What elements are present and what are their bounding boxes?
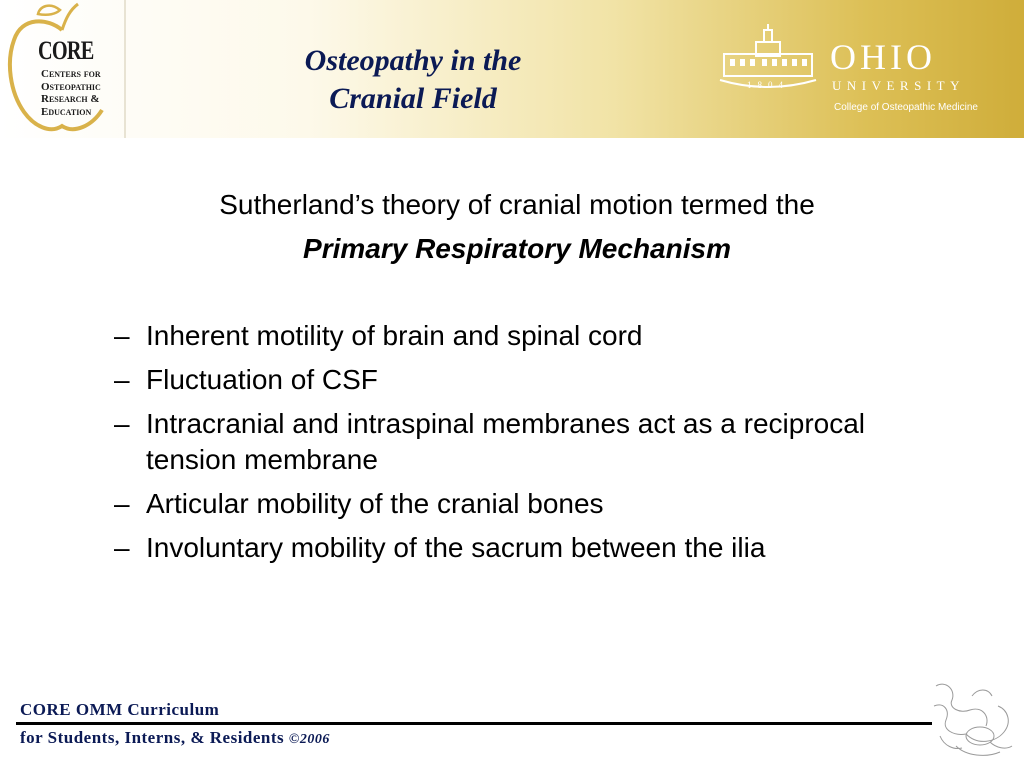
intro-text [40, 183, 994, 271]
ohio-university-label: UNIVERSITY [832, 78, 965, 93]
slide-title [228, 42, 598, 118]
footer-copyright: ©2006 [288, 732, 330, 747]
anatomy-sketch-icon [926, 676, 1018, 764]
footer-audience: for Students, Interns, & Residents ©2006 [20, 728, 330, 747]
intro-line1: Sutherland’s theory of cranial motion termed the [219, 189, 815, 220]
ohio-college-label: College of Osteopathic Medicine [834, 102, 978, 113]
footer-curriculum: CORE OMM Curriculum [20, 700, 220, 719]
dash-marker: – [114, 364, 130, 395]
ohio-wordmark: OHIO [830, 37, 936, 77]
logo-divider [124, 0, 126, 138]
core-logo [0, 0, 125, 138]
bullet-list [114, 318, 944, 574]
list-item: – Intracranial and intraspinal membranes act as a reciprocal tension membrane [114, 408, 866, 475]
list-item: – Articular mobility of the cranial bones [114, 486, 944, 522]
dash-marker: – [114, 532, 130, 563]
dash-marker: – [114, 408, 130, 439]
slide-header [0, 0, 1024, 138]
list-item: – Involuntary mobility of the sacrum between the ilia [114, 530, 944, 566]
slide-title-line2: Cranial Field [329, 82, 497, 115]
dash-marker: – [114, 488, 130, 519]
list-item: – Fluctuation of CSF [114, 362, 944, 398]
ohio-building-icon [718, 24, 818, 90]
footer-divider [16, 722, 932, 725]
core-logo-word: CORE [38, 36, 94, 65]
dash-marker: – [114, 320, 130, 351]
intro-line2: Primary Respiratory Mechanism [303, 233, 731, 264]
ohio-emblem-year: 1804 [747, 80, 789, 90]
slide-title-line1: Osteopathy in the [304, 44, 522, 77]
list-item: – Inherent motility of brain and spinal cord [114, 318, 944, 354]
core-logo-subtitle: Centers for Osteopathic Research & Education [41, 68, 101, 118]
